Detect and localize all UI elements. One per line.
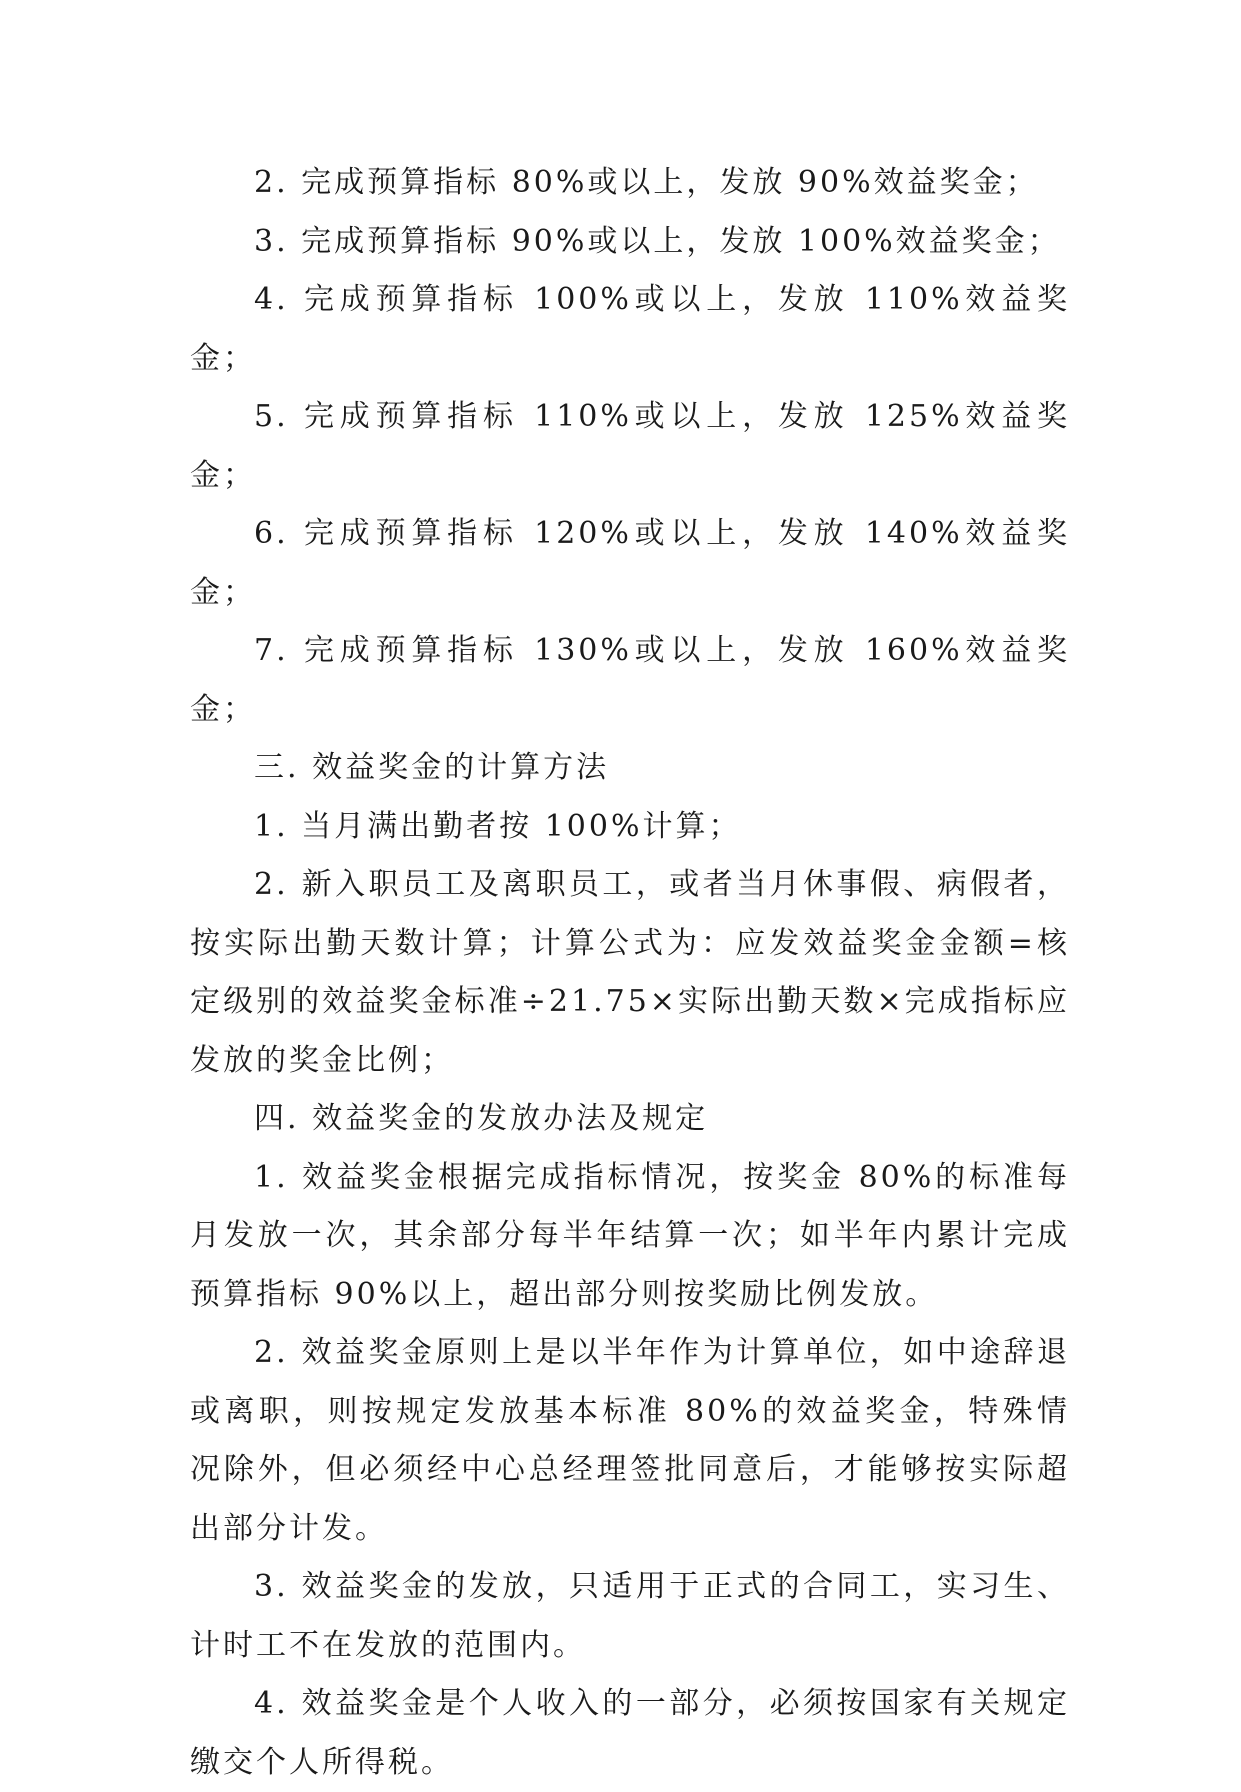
item-4-budget-100: 4. 完成预算指标 100%或以上，发放 110%效益奖金； (190, 282, 1070, 376)
section-3-item-1: 1. 当月满出勤者按 100%计算； (254, 808, 742, 844)
section-4-item-2: 2. 效益奖金原则上是以半年作为计算单位，如中途辞退或离职，则按规定发放基本标准 80%的效益奖金，特殊情况除外，但必须经中心总经理签批同意后，才能够按实际超出部分计发。 (190, 1335, 1070, 1546)
item-5-budget-110: 5. 完成预算指标 110%或以上，发放 125%效益奖金； (190, 399, 1070, 493)
section-3-item-2: 2. 新入职员工及离职员工，或者当月休事假、病假者，按实际出勤天数计算；计算公式为：应发效益奖金金额=核定级别的效益奖金标准÷21.75×实际出勤天数×完成指标应发放的奖金比例； (190, 867, 1070, 1078)
item-2-budget-80: 2. 完成预算指标 80%或以上，发放 90%效益奖金； (254, 165, 1039, 200)
document-page (190, 154, 1070, 1792)
item-7-budget-130: 7. 完成预算指标 130%或以上，发放 160%效益奖金； (190, 633, 1070, 727)
item-6-budget-120: 6. 完成预算指标 120%或以上，发放 140%效益奖金； (190, 516, 1070, 610)
section-4-heading: 四. 效益奖金的发放办法及规定 (254, 1101, 709, 1136)
item-3-budget-90: 3. 完成预算指标 90%或以上，发放 100%效益奖金； (254, 223, 1061, 259)
section-4-item-1: 1. 效益奖金根据完成指标情况，按奖金 80%的标准每月发放一次，其余部分每半年结算一次；如半年内累计完成预算指标 90%以上，超出部分则按奖励比例发放。 (190, 1159, 1070, 1312)
section-4-item-3: 3. 效益奖金的发放，只适用于正式的合同工，实习生、计时工不在发放的范围内。 (190, 1569, 1070, 1663)
section-4-item-4: 4. 效益奖金是个人收入的一部分，必须按国家有关规定缴交个人所得税。 (190, 1686, 1070, 1780)
section-3-heading: 三. 效益奖金的计算方法 (254, 750, 610, 785)
